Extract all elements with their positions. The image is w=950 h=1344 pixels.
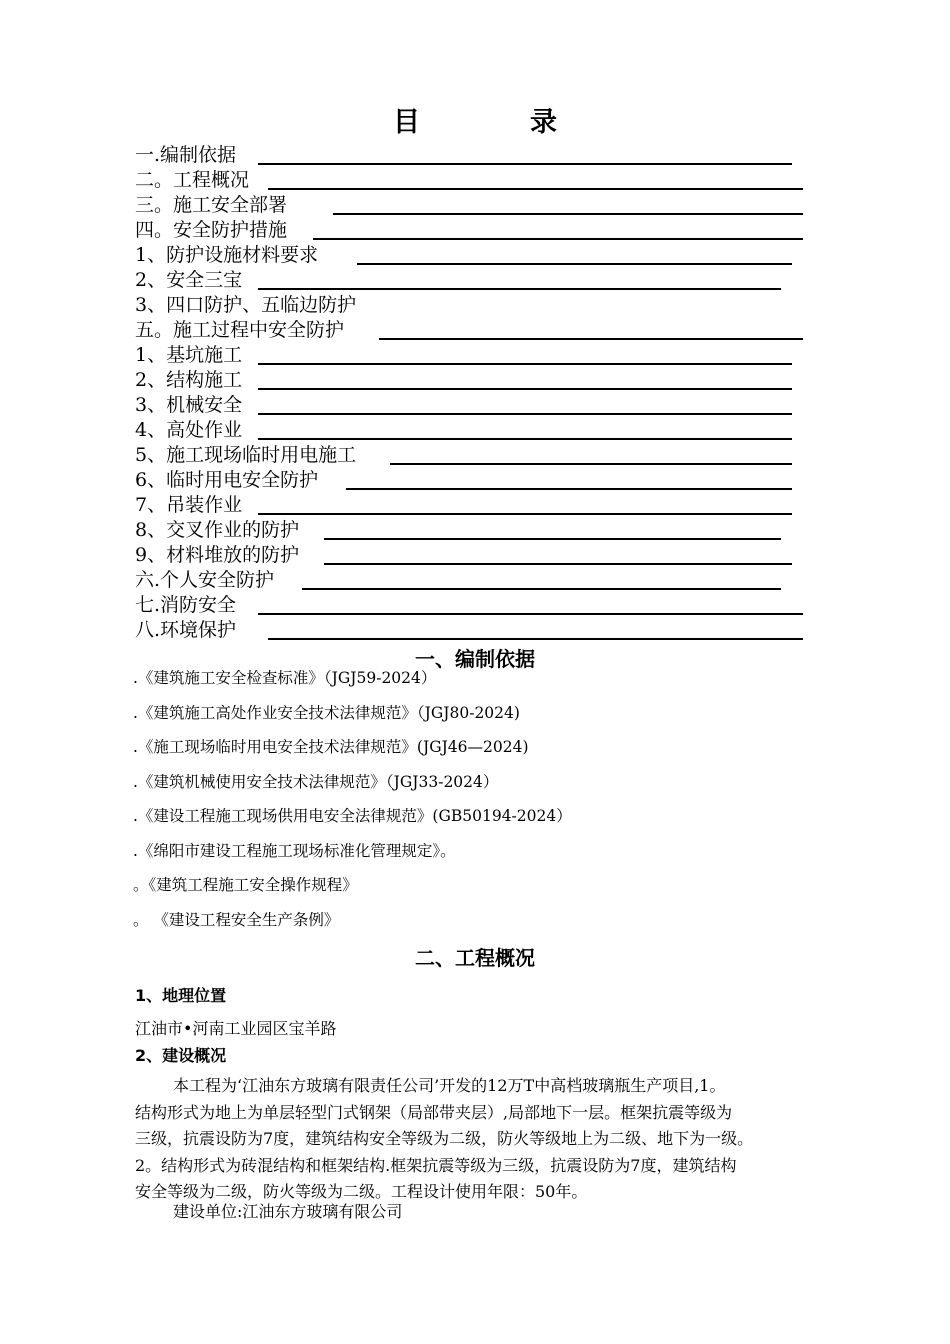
toc-item-label: 2、安全三宝 bbox=[135, 269, 243, 291]
toc-leader-line bbox=[379, 338, 803, 340]
toc-item-label: 3、四口防护、五临边防护 bbox=[135, 294, 357, 316]
paragraph-line: 结构形式为地上为单层轻型门式钢架（局部带夹层）,局部地下一层。框架抗震等级为 bbox=[135, 1102, 733, 1122]
toc-leader-line bbox=[268, 638, 803, 640]
toc-leader-line bbox=[258, 288, 781, 290]
reference-item: .《建筑施工安全检查标准》（JGJ59-2024） bbox=[133, 669, 437, 687]
toc-title: 目录 bbox=[393, 107, 667, 138]
toc-item[interactable] bbox=[135, 419, 815, 444]
reference-item: 。 《建设工程安全生产条例》 bbox=[133, 910, 340, 929]
toc-item[interactable] bbox=[135, 269, 815, 294]
table-of-contents bbox=[135, 144, 815, 644]
toc-leader-line bbox=[390, 463, 792, 465]
toc-item-label: 1、基坑施工 bbox=[135, 344, 243, 366]
reference-item: 。《建筑工程施工安全操作规程》 bbox=[133, 876, 358, 894]
toc-leader-line bbox=[258, 438, 792, 440]
toc-item[interactable] bbox=[135, 144, 815, 169]
reference-item: .《建设工程施工现场供用电安全法律规范》(GB50194-2024） bbox=[133, 807, 572, 825]
reference-item: .《绵阳市建设工程施工现场标准化管理规定》。 bbox=[133, 841, 456, 860]
toc-item-label: 6、临时用电安全防护 bbox=[135, 469, 319, 491]
toc-leader-line bbox=[313, 238, 803, 240]
reference-item: .《建筑机械使用安全技术法律规范》（JGJ33-2024） bbox=[133, 772, 499, 791]
toc-item-label: 7、吊装作业 bbox=[135, 494, 243, 516]
toc-item-label: 三。施工安全部署 bbox=[135, 194, 288, 216]
toc-leader-line bbox=[357, 263, 792, 265]
toc-item[interactable] bbox=[135, 444, 815, 469]
subheading-overview: 2、建设概况 bbox=[135, 1046, 227, 1065]
reference-list bbox=[133, 668, 833, 944]
toc-item[interactable] bbox=[135, 319, 815, 344]
toc-leader-line bbox=[302, 588, 781, 590]
toc-item[interactable] bbox=[135, 244, 815, 269]
toc-item[interactable] bbox=[135, 194, 815, 219]
toc-item-label: 3、机械安全 bbox=[135, 394, 243, 416]
paragraph-line: 安全等级为二级，防火等级为二级。工程设计使用年限：50年。 bbox=[135, 1182, 588, 1201]
toc-item[interactable] bbox=[135, 519, 815, 544]
toc-item-label: 2、结构施工 bbox=[135, 369, 243, 391]
toc-item[interactable] bbox=[135, 569, 815, 594]
toc-leader-line bbox=[258, 613, 803, 615]
toc-item-label: 9、材料堆放的防护 bbox=[135, 544, 300, 566]
toc-leader-line bbox=[268, 188, 803, 190]
toc-item[interactable] bbox=[135, 619, 815, 644]
toc-item-label: 四。安全防护措施 bbox=[135, 219, 288, 241]
toc-leader-line bbox=[333, 213, 803, 215]
toc-item[interactable] bbox=[135, 469, 815, 494]
subheading-location: 1、地理位置 bbox=[135, 986, 227, 1005]
toc-item-label: 五。施工过程中安全防护 bbox=[135, 319, 345, 341]
toc-item[interactable] bbox=[135, 394, 815, 419]
toc-leader-line bbox=[258, 413, 792, 415]
paragraph-line: 三级，抗震设防为7度，建筑结构安全等级为二级，防火等级地上为二级、地下为一级。 bbox=[135, 1129, 754, 1148]
toc-item[interactable] bbox=[135, 594, 815, 619]
toc-item[interactable] bbox=[135, 544, 815, 569]
reference-item: .《建筑施工高处作业安全技术法律规范》（JGJ80-2024) bbox=[133, 703, 520, 722]
toc-item-label: 5、施工现场临时用电施工 bbox=[135, 444, 357, 466]
section1-heading: 一、编制依据 bbox=[415, 647, 535, 671]
toc-item[interactable] bbox=[135, 344, 815, 369]
toc-item-label: 六.个人安全防护 bbox=[135, 569, 275, 591]
location-text: 江油市•河南工业园区宝羊路 bbox=[135, 1019, 337, 1038]
toc-leader-line bbox=[324, 563, 792, 565]
toc-item[interactable] bbox=[135, 494, 815, 519]
toc-leader-line bbox=[258, 163, 792, 165]
toc-item-label: 8、交叉作业的防护 bbox=[135, 519, 300, 541]
toc-item-label: 七.消防安全 bbox=[135, 594, 237, 616]
toc-item[interactable] bbox=[135, 369, 815, 394]
toc-item[interactable] bbox=[135, 219, 815, 244]
toc-item[interactable] bbox=[135, 294, 815, 319]
toc-item-label: 八.环境保护 bbox=[135, 619, 237, 641]
toc-leader-line bbox=[258, 388, 792, 390]
toc-item-label: 二。工程概况 bbox=[135, 169, 250, 191]
paragraph-line: 本工程为‘江油东方玻璃有限责任公司’开发的12万T中高档玻璃瓶生产项目,1。 bbox=[173, 1076, 726, 1095]
toc-item-label: 1、防护设施材料要求 bbox=[135, 244, 319, 266]
toc-leader-line bbox=[346, 488, 792, 490]
toc-item-label: 一.编制依据 bbox=[135, 144, 237, 166]
reference-item: .《施工现场临时用电安全技术法律规范》(JGJ46—2024) bbox=[133, 738, 529, 756]
section2-heading: 二、工程概况 bbox=[415, 946, 535, 970]
toc-item[interactable] bbox=[135, 169, 815, 194]
toc-leader-line bbox=[324, 538, 781, 540]
builder-unit: 建设单位:江油东方玻璃有限公司 bbox=[173, 1202, 403, 1221]
overview-paragraph bbox=[135, 1073, 895, 1206]
paragraph-line: 2。结构形式为砖混结构和框架结构.框架抗震等级为三级，抗震设防为7度，建筑结构 bbox=[135, 1155, 737, 1175]
toc-leader-line bbox=[258, 513, 792, 515]
toc-item-label: 4、高处作业 bbox=[135, 419, 243, 441]
toc-leader-line bbox=[258, 363, 792, 365]
